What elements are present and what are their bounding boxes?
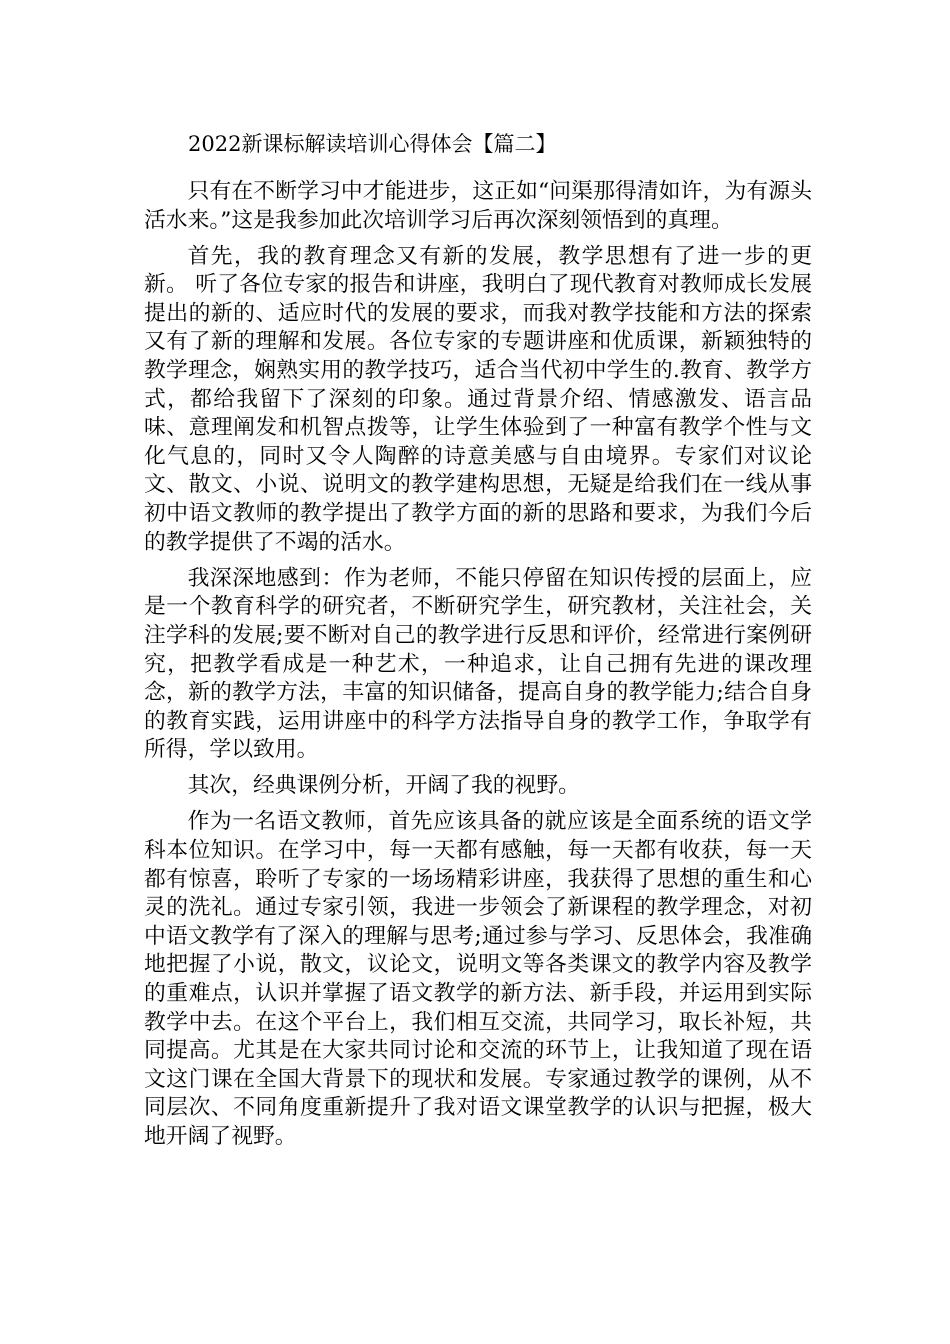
- paragraph-2: 首先，我的教育理念又有新的发展，教学思想有了进一步的更新。 听了各位专家的报告和讲座，我明白了现代教育对教师成长发展提出的新的、适应时代的发展的要求，而我对教学技能和方法的探索又有了新的理解和发展。各位专家的专题讲座和优质课，新颖独特的教学理念，娴熟实用的教学技巧，适合当代初中学生的.教育、教学方式，都给我留下了深刻的印象。通过背景介绍、情感激发、语言品味、意理阐发和机智点拨等，让学生体验到了一种富有教学个性与文化气息的，同时又令人陶醉的诗意美感与自由境界。专家们对议论文、散文、小说、说明文的教学建构思想，无疑是给我们在一线从事初中语文教师的教学提出了教学方面的新的思路和要求，为我们今后的教学提供了不竭的活水。: [144, 243, 812, 555]
- paragraph-1: 只有在不断学习中才能进步，这正如“问渠那得清如许，为有源头活水来。”这是我参加此次培训学习后再次深刻领悟到的真理。: [144, 179, 812, 233]
- paragraph-3: 我深深地感到：作为老师，不能只停留在知识传授的层面上，应是一个教育科学的研究者，不断研究学生，研究教材，关注社会，关注学科的发展;要不断对自己的教学进行反思和评价，经常进行案例研究，把教学看成是一种艺术，一种追求，让自己拥有先进的课改理念，新的教学方法，丰富的知识储备，提高自身的教学能力;结合自身的教育实践，运用讲座中的科学方法指导自身的教学工作，争取学有所得，学以致用。: [144, 565, 812, 763]
- document-title: 2022新课标解读培训心得体会【篇二】: [188, 132, 557, 156]
- paragraph-4: 其次，经典课例分析，开阔了我的视野。: [187, 773, 580, 799]
- document-body: [144, 178, 812, 1159]
- paragraph-5: 作为一名语文教师，首先应该具备的就应该是全面系统的语文学科本位知识。在学习中，每一天都有感触，每一天都有收获，每一天都有惊喜，聆听了专家的一场场精彩讲座，我获得了思想的重生和心灵的洗礼。通过专家引领，我进一步领会了新课程的教学理念，对初中语文教学有了深入的理解与思考;通过参与学习、反思体会，我准确地把握了小说，散文，议论文，说明文等各类课文的教学内容及教学的重难点，认识并掌握了语文教学的新方法、新手段，并运用到实际教学中去。在这个平台上，我们相互交流，共同学习，取长补短，共同提高。尤其是在大家共同讨论和交流的环节上，让我知道了现在语文这门课在全国大背景下的现状和发展。专家通过教学的课例，从不同层次、不同角度重新提升了我对语文课堂教学的认识与把握，极大地开阔了视野。: [144, 809, 812, 1149]
